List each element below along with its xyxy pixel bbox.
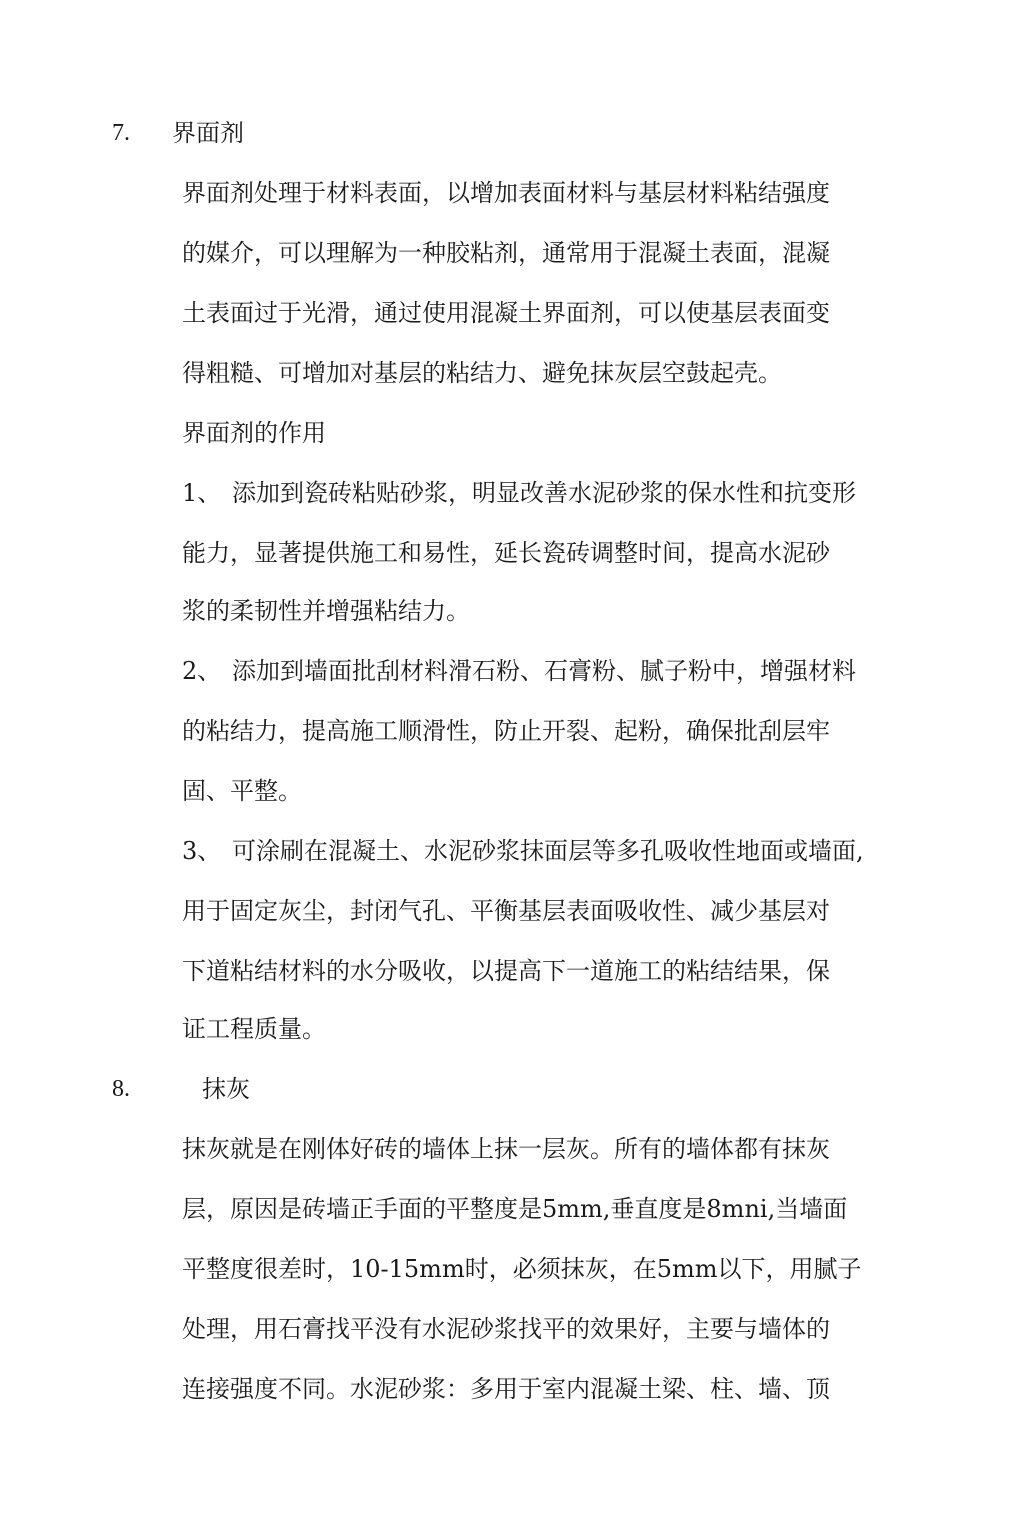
list-item-text: 添加到墙面批刮材料滑石粉、石膏粉、腻子粉中，增强材料 (232, 657, 856, 685)
section-title: 界面剂 (172, 119, 244, 147)
list-item-line: 证工程质量。 (182, 1015, 326, 1043)
list-item-first-line (182, 656, 856, 686)
section-title: 抹灰 (202, 1075, 250, 1103)
list-item-line: 下道粘结材料的水分吸收，以提高下一道施工的粘结结果，保 (182, 957, 830, 985)
list-item-line: 固、平整。 (182, 777, 302, 805)
paragraph-line: 层，原因是砖墙正手面的平整度是5mm,垂直度是8mni,当墙面 (182, 1195, 848, 1223)
list-item-first-line (182, 478, 856, 508)
paragraph-line: 土表面过于光滑，通过使用混凝土界面剂，可以使基层表面变 (182, 299, 830, 327)
list-item-marker: 1、 (182, 479, 222, 507)
paragraph-line: 处理，用石膏找平没有水泥砂浆找平的效果好，主要与墙体的 (182, 1315, 830, 1343)
list-item-line: 能力，显著提供施工和易性，延长瓷砖调整时间，提高水泥砂 (182, 539, 830, 567)
list-item-line: 浆的柔韧性并增强粘结力。 (182, 597, 470, 625)
paragraph-line: 抹灰就是在刚体好砖的墙体上抹一层灰。所有的墙体都有抹灰 (182, 1135, 830, 1163)
subheading: 界面剂的作用 (182, 419, 326, 447)
list-item-line: 用于固定灰尘，封闭气孔、平衡基层表面吸收性、减少基层对 (182, 897, 830, 925)
paragraph-line: 平整度很差时，10-15mm时，必须抹灰，在5mm以下，用腻子 (182, 1255, 862, 1283)
list-item-marker: 2、 (182, 657, 222, 685)
list-item-text: 可涂刷在混凝土、水泥砂浆抹面层等多孔吸收性地面或墙面, (232, 837, 864, 865)
section-number: 7. (112, 120, 130, 146)
paragraph-line: 的媒介，可以理解为一种胶粘剂，通常用于混凝土表面，混凝 (182, 239, 830, 267)
list-item-text: 添加到瓷砖粘贴砂浆，明显改善水泥砂浆的保水性和抗变形 (232, 479, 856, 507)
list-item-line: 的粘结力，提高施工顺滑性，防止开裂、起粉，确保批刮层牢 (182, 717, 830, 745)
paragraph-line: 界面剂处理于材料表面，以增加表面材料与基层材料粘结强度 (182, 179, 830, 207)
paragraph-line: 连接强度不同。水泥砂浆：多用于室内混凝土梁、柱、墙、顶 (182, 1375, 830, 1403)
list-item-first-line (182, 836, 864, 866)
paragraph-line: 得粗糙、可增加对基层的粘结力、避免抹灰层空鼓起壳。 (182, 359, 782, 387)
section-number: 8. (112, 1076, 130, 1102)
list-item-marker: 3、 (182, 837, 222, 865)
